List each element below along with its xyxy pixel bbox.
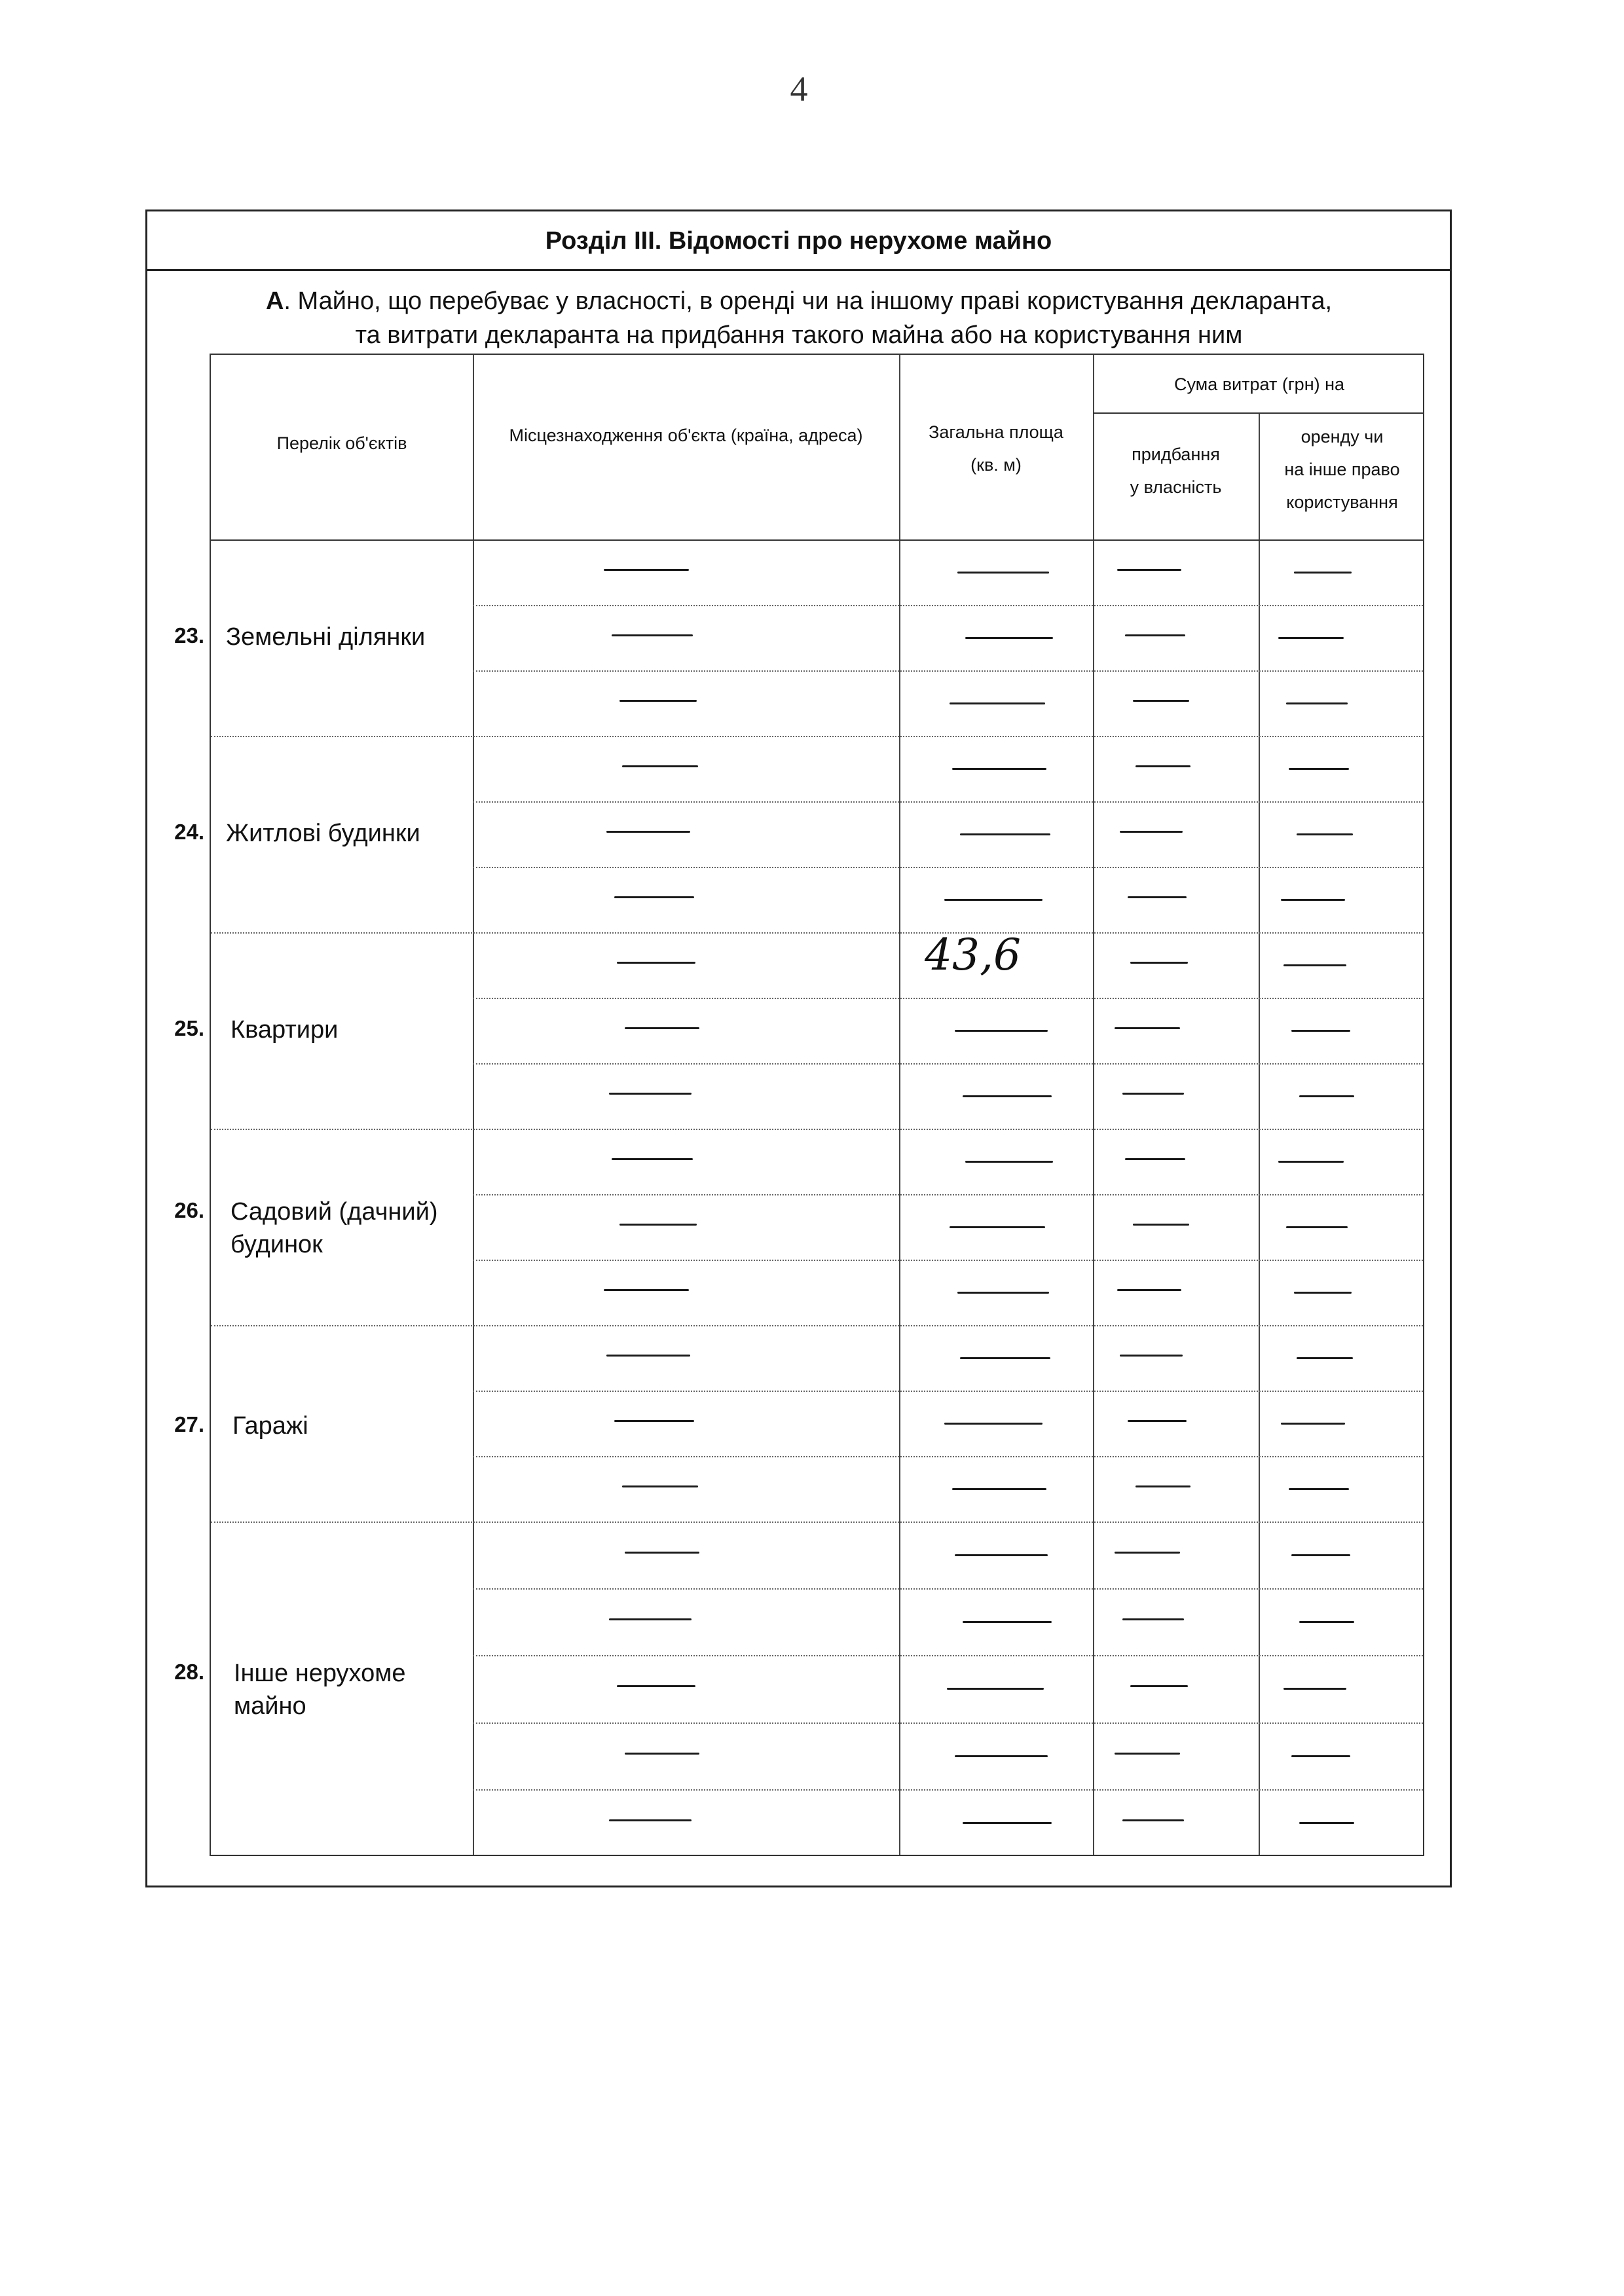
empty-value-dash bbox=[955, 1030, 1048, 1032]
empty-value-dash bbox=[1294, 572, 1352, 574]
header-bottom-line bbox=[211, 539, 1423, 541]
empty-value-dash bbox=[1278, 637, 1344, 639]
row-label: Житлові будинки bbox=[226, 820, 420, 847]
row-divider bbox=[473, 1655, 1423, 1656]
empty-value-dash bbox=[609, 1819, 692, 1821]
header-rent-line3: користування bbox=[1286, 492, 1398, 512]
empty-value-dash bbox=[1128, 1420, 1187, 1422]
header-purchase-line2: у власність bbox=[1130, 477, 1222, 497]
empty-value-dash bbox=[1130, 1685, 1188, 1687]
column-divider bbox=[473, 355, 474, 1855]
row-label: Садовий (дачний) bbox=[231, 1198, 438, 1226]
empty-value-dash bbox=[1286, 1226, 1348, 1228]
subsection-heading bbox=[164, 284, 1434, 352]
row-divider bbox=[473, 1722, 1423, 1724]
group-divider bbox=[211, 736, 1423, 737]
empty-value-dash bbox=[957, 1292, 1049, 1294]
header-costs: Сума витрат (грн) на bbox=[1173, 374, 1345, 394]
empty-value-dash bbox=[619, 1224, 697, 1226]
empty-value-dash bbox=[619, 700, 697, 702]
empty-value-dash bbox=[1294, 1292, 1352, 1294]
column-divider bbox=[1093, 355, 1094, 1855]
empty-value-dash bbox=[617, 962, 695, 964]
empty-value-dash bbox=[1299, 1822, 1354, 1824]
group-divider bbox=[211, 1325, 1423, 1326]
empty-value-dash bbox=[614, 896, 694, 898]
empty-value-dash bbox=[947, 1688, 1044, 1690]
empty-value-dash bbox=[1117, 569, 1181, 571]
empty-value-dash bbox=[609, 1093, 692, 1095]
empty-value-dash bbox=[1281, 899, 1345, 901]
row-divider bbox=[473, 1456, 1423, 1457]
empty-value-dash bbox=[606, 1355, 690, 1357]
row-number: 28. bbox=[174, 1660, 204, 1684]
row-number: 23. bbox=[174, 623, 204, 647]
empty-value-dash bbox=[1291, 1030, 1350, 1032]
row-divider bbox=[473, 1063, 1423, 1065]
empty-value-dash bbox=[1122, 1093, 1184, 1095]
empty-value-dash bbox=[612, 634, 693, 636]
costs-header-divider bbox=[1093, 412, 1423, 414]
row-divider bbox=[473, 1789, 1423, 1791]
empty-value-dash bbox=[963, 1621, 1052, 1623]
empty-value-dash bbox=[965, 637, 1053, 639]
empty-value-dash bbox=[1135, 1485, 1190, 1487]
empty-value-dash bbox=[1135, 765, 1190, 767]
empty-value-dash bbox=[1283, 964, 1346, 966]
row-label: Квартири bbox=[231, 1016, 339, 1044]
empty-value-dash bbox=[955, 1554, 1048, 1556]
row-divider bbox=[473, 801, 1423, 803]
empty-value-dash bbox=[952, 1488, 1046, 1490]
row-label: Земельні ділянки bbox=[226, 623, 426, 651]
empty-value-dash bbox=[1286, 702, 1348, 704]
header-location: Місцезнаходження об'єкта (країна, адреса) bbox=[509, 426, 863, 445]
row-label: Гаражі bbox=[232, 1412, 308, 1440]
empty-value-dash bbox=[1128, 896, 1187, 898]
empty-value-dash bbox=[625, 1027, 699, 1029]
empty-value-dash bbox=[960, 1357, 1050, 1359]
empty-value-dash bbox=[1115, 1753, 1180, 1755]
empty-value-dash bbox=[963, 1095, 1052, 1097]
empty-value-dash bbox=[944, 1423, 1043, 1425]
empty-value-dash bbox=[1130, 962, 1188, 964]
empty-value-dash bbox=[1281, 1423, 1345, 1425]
empty-value-dash bbox=[952, 768, 1046, 770]
row-number: 24. bbox=[174, 820, 204, 844]
empty-value-dash bbox=[1122, 1618, 1184, 1620]
group-divider bbox=[211, 1522, 1423, 1523]
header-rent-line1: оренду чи bbox=[1301, 427, 1384, 446]
row-label-continued: майно bbox=[234, 1692, 306, 1720]
empty-value-dash bbox=[604, 569, 689, 571]
empty-value-dash bbox=[1115, 1552, 1180, 1554]
row-divider bbox=[473, 1260, 1423, 1261]
empty-value-dash bbox=[617, 1685, 695, 1687]
column-divider bbox=[1259, 412, 1260, 1855]
empty-value-dash bbox=[1125, 634, 1185, 636]
group-divider bbox=[211, 932, 1423, 934]
handwritten-area-value: 43,6 bbox=[925, 930, 1021, 980]
row-number: 27. bbox=[174, 1412, 204, 1436]
row-divider bbox=[473, 670, 1423, 672]
group-divider bbox=[211, 1129, 1423, 1130]
empty-value-dash bbox=[604, 1289, 689, 1291]
empty-value-dash bbox=[1291, 1755, 1350, 1757]
empty-value-dash bbox=[1120, 1355, 1183, 1357]
row-number: 26. bbox=[174, 1198, 204, 1222]
header-area-line2: (кв. м) bbox=[970, 455, 1022, 475]
empty-value-dash bbox=[1133, 700, 1189, 702]
empty-value-dash bbox=[1117, 1289, 1181, 1291]
header-area-line1: Загальна площа bbox=[929, 422, 1063, 442]
empty-value-dash bbox=[944, 899, 1043, 901]
empty-value-dash bbox=[1299, 1621, 1354, 1623]
header-purchase-line1: придбання bbox=[1132, 445, 1220, 464]
empty-value-dash bbox=[1289, 1488, 1349, 1490]
empty-value-dash bbox=[622, 765, 698, 767]
subsection-line2: та витрати декларанта на придбання такого майна або на користування ним bbox=[355, 321, 1243, 349]
empty-value-dash bbox=[1289, 768, 1349, 770]
empty-value-dash bbox=[625, 1753, 699, 1755]
empty-value-dash bbox=[1133, 1224, 1189, 1226]
empty-value-dash bbox=[1297, 833, 1353, 835]
row-label-continued: будинок bbox=[231, 1231, 323, 1258]
empty-value-dash bbox=[625, 1552, 699, 1554]
empty-value-dash bbox=[963, 1822, 1052, 1824]
row-divider bbox=[473, 1194, 1423, 1195]
section-title: Розділ ІІІ. Відомості про нерухоме майно bbox=[145, 211, 1452, 271]
row-divider bbox=[473, 1391, 1423, 1392]
empty-value-dash bbox=[955, 1755, 1048, 1757]
empty-value-dash bbox=[965, 1161, 1053, 1163]
empty-value-dash bbox=[1278, 1161, 1344, 1163]
row-divider bbox=[473, 998, 1423, 999]
empty-value-dash bbox=[1299, 1095, 1354, 1097]
row-divider bbox=[473, 1588, 1423, 1590]
empty-value-dash bbox=[1125, 1158, 1185, 1160]
row-divider bbox=[473, 867, 1423, 868]
empty-value-dash bbox=[950, 1226, 1045, 1228]
row-number: 25. bbox=[174, 1016, 204, 1040]
property-table bbox=[210, 354, 1424, 1856]
subsection-line1: . Майно, що перебуває у власності, в оренді чи на іншому праві користування декларанта, bbox=[284, 287, 1333, 315]
empty-value-dash bbox=[1291, 1554, 1350, 1556]
empty-value-dash bbox=[1122, 1819, 1184, 1821]
empty-value-dash bbox=[1120, 831, 1183, 833]
empty-value-dash bbox=[1115, 1027, 1180, 1029]
header-rent-line2: на інше право bbox=[1284, 460, 1400, 479]
empty-value-dash bbox=[950, 702, 1045, 704]
empty-value-dash bbox=[606, 831, 690, 833]
column-divider bbox=[899, 355, 900, 1855]
row-label: Інше нерухоме bbox=[234, 1660, 406, 1687]
empty-value-dash bbox=[609, 1618, 692, 1620]
empty-value-dash bbox=[1283, 1688, 1346, 1690]
row-divider bbox=[473, 605, 1423, 606]
page-number: 4 bbox=[790, 69, 808, 109]
empty-value-dash bbox=[960, 833, 1050, 835]
empty-value-dash bbox=[622, 1485, 698, 1487]
empty-value-dash bbox=[612, 1158, 693, 1160]
header-objects: Перелік об'єктів bbox=[276, 433, 407, 453]
empty-value-dash bbox=[957, 572, 1049, 574]
empty-value-dash bbox=[614, 1420, 694, 1422]
subsection-letter: А bbox=[265, 287, 284, 315]
empty-value-dash bbox=[1297, 1357, 1353, 1359]
